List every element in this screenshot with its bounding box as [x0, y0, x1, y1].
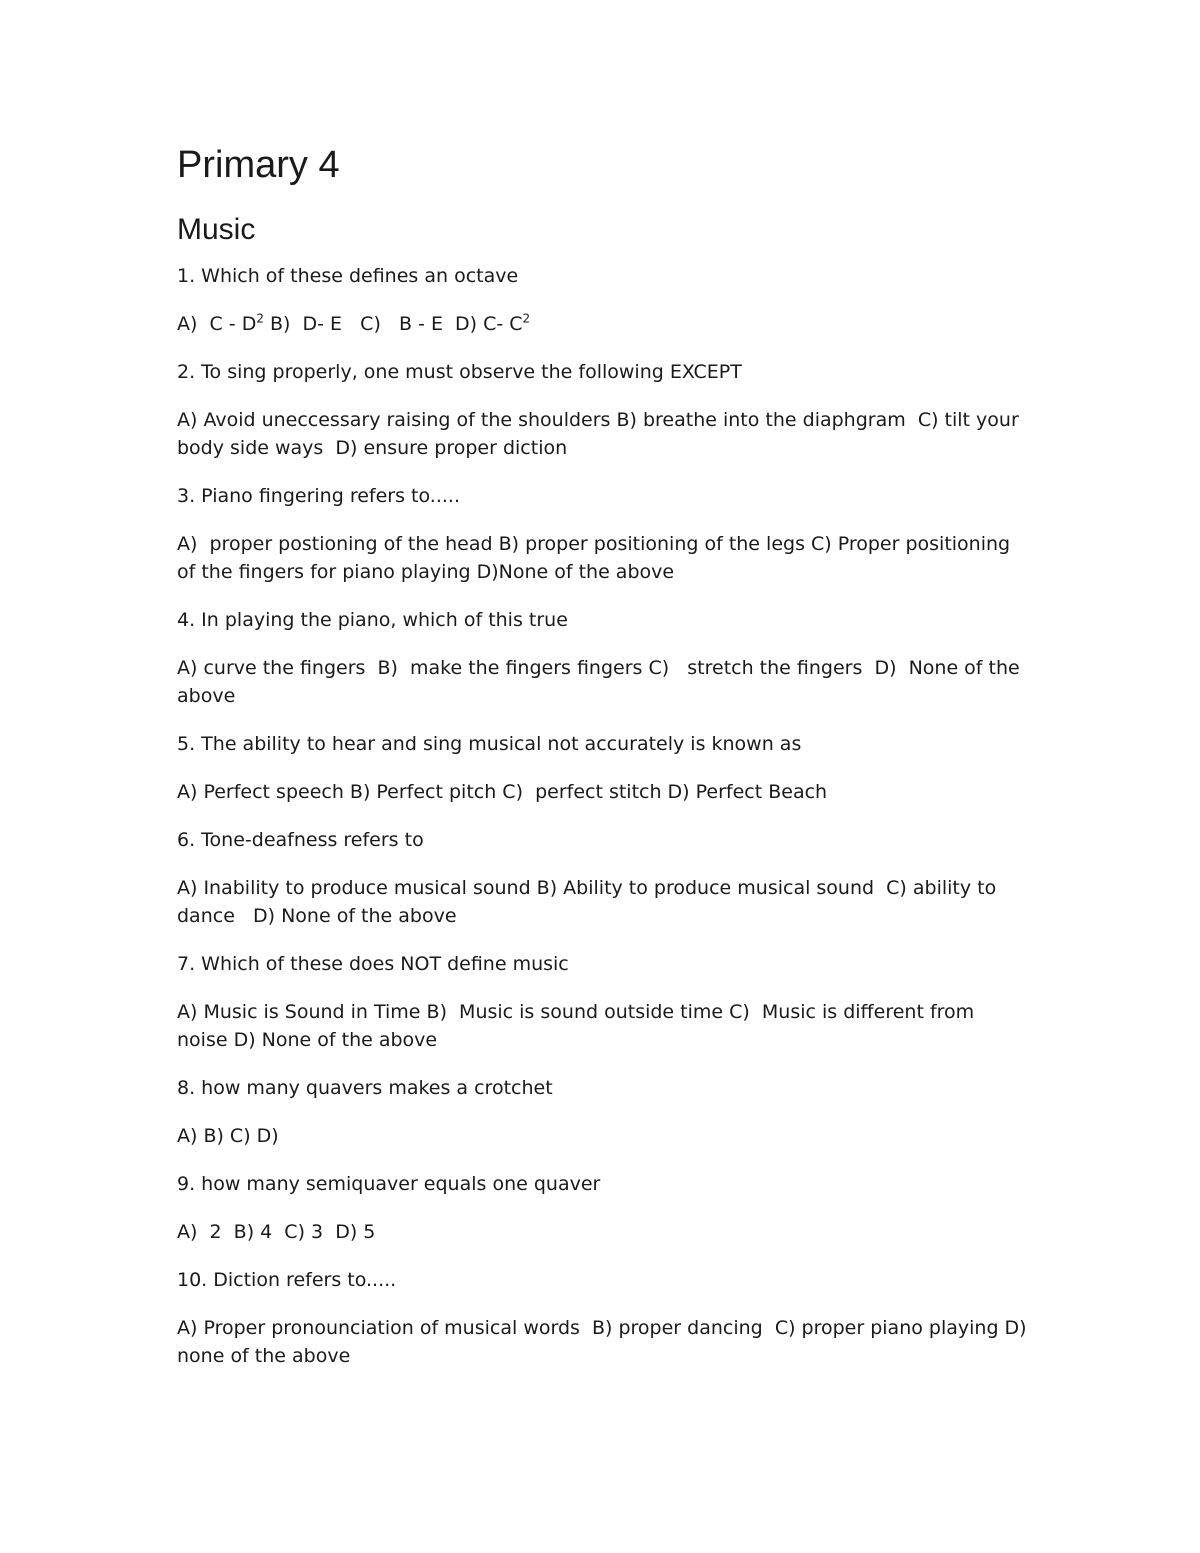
question-text: 1. Which of these defines an octave: [177, 265, 519, 287]
question-item-2: [177, 358, 1027, 462]
question-text: 9. how many semiquaver equals one quaver: [177, 1173, 601, 1195]
question-options: A) Proper pronounciation of musical words B) proper dancing C) proper piano playing D) none of the above: [177, 1317, 1033, 1367]
question-options: A) 2 B) 4 C) 3 D) 5: [177, 1221, 376, 1243]
question-text: 10. Diction refers to.....: [177, 1269, 397, 1291]
question-item-8: [177, 1074, 1027, 1150]
question-item-9: [177, 1170, 1027, 1246]
question-options: [177, 310, 1027, 338]
question-item-6: [177, 826, 1027, 930]
document-page: [177, 140, 1033, 1390]
question-options: A) proper postioning of the head B) proper positioning of the legs C) Proper positioning of the fingers for piano playing D)None of the above: [177, 533, 1017, 583]
superscript: 2: [522, 311, 531, 326]
question-options: A) Music is Sound in Time B) Music is sound outside time C) Music is different from noise D) None of the above: [177, 1001, 981, 1051]
question-item-10: [177, 1266, 1033, 1370]
question-options: A) Avoid uneccessary raising of the shoulders B) breathe into the diaphgram C) tilt your body side ways D) ensure proper diction: [177, 409, 1025, 459]
question-text: 6. Tone-deafness refers to: [177, 829, 424, 851]
question-item-3: [177, 482, 1027, 586]
question-text: 5. The ability to hear and sing musical not accurately is known as: [177, 733, 802, 755]
question-options: A) Inability to produce musical sound B) Ability to produce musical sound C) ability to dance D) None of the above: [177, 877, 1003, 927]
option-b-d-text: B) D- E C) B - E D) C- C: [263, 313, 523, 335]
question-item-1: [177, 262, 1027, 338]
question-item-4: [177, 606, 1027, 710]
subject-heading: Music: [177, 213, 256, 246]
page-title: Primary 4: [177, 144, 340, 186]
question-text: 4. In playing the piano, which of this true: [177, 609, 568, 631]
question-item-7: [177, 950, 1027, 1054]
question-options: A) Perfect speech B) Perfect pitch C) perfect stitch D) Perfect Beach: [177, 781, 828, 803]
question-list: [177, 262, 1033, 1370]
question-item-5: [177, 730, 1027, 806]
superscript: 2: [256, 311, 264, 326]
question-text: 8. how many quavers makes a crotchet: [177, 1077, 553, 1099]
question-options: A) curve the fingers B) make the fingers fingers C) stretch the fingers D) None of the above: [177, 657, 1026, 707]
question-text: 2. To sing properly, one must observe the following EXCEPT: [177, 361, 742, 383]
option-a-text: A) C - D: [177, 313, 257, 335]
question-options: A) B) C) D): [177, 1125, 279, 1147]
question-text: 7. Which of these does NOT define music: [177, 953, 569, 975]
question-text: 3. Piano fingering refers to.....: [177, 485, 460, 507]
